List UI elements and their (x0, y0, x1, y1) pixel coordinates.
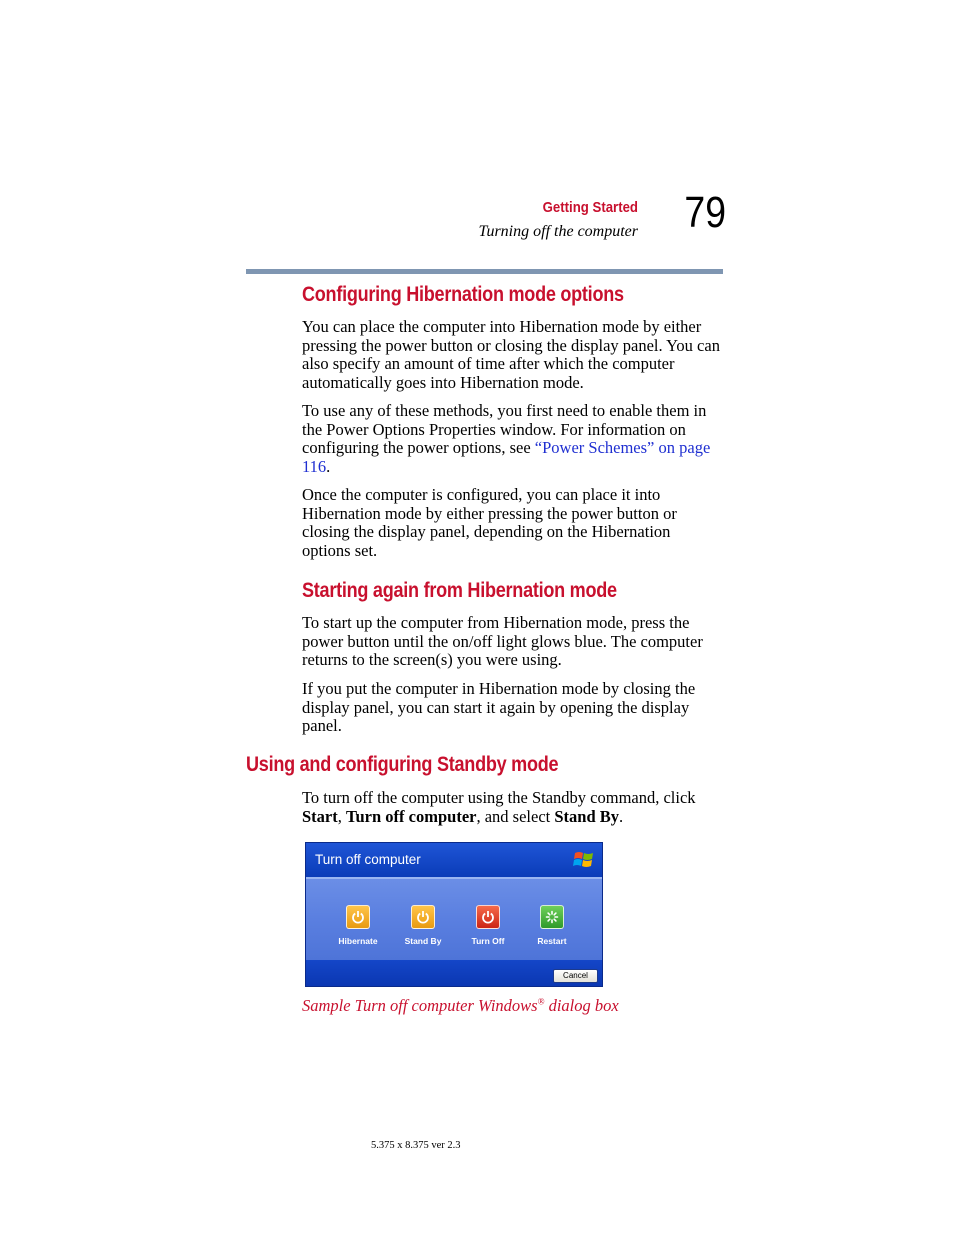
dialog-footer (306, 960, 602, 987)
turn-off-option[interactable] (458, 905, 518, 946)
cancel-button[interactable]: Cancel (553, 969, 598, 983)
caption-text: Sample Turn off computer Windows (302, 996, 538, 1015)
figure-caption (302, 996, 619, 1016)
hibernate-option[interactable] (328, 905, 388, 946)
paragraph-text: To turn off the computer using the Standby command, click (302, 788, 696, 807)
paragraph-standby-1 (302, 789, 722, 826)
paragraph-starting-1: To start up the computer from Hibernation mode, press the power button until the on/off light glows blue. The computer returns to the screen(s) you were using. (302, 613, 703, 670)
power-icon (476, 905, 500, 929)
paragraph-hibernation-2 (302, 402, 722, 476)
turn-off-label: Turn Off (471, 936, 505, 946)
stand-by-label: Stand By (404, 936, 442, 946)
paragraph-starting-2: If you put the computer in Hibernation mode by closing the display panel, you can start it again by opening the display panel. (302, 679, 696, 736)
caption-text: dialog box (544, 996, 619, 1015)
restart-label: Restart (537, 936, 567, 946)
paragraph-text: . (619, 806, 624, 826)
stand-by-option[interactable] (393, 905, 453, 946)
header-rule (246, 269, 723, 274)
restart-option[interactable] (522, 905, 582, 946)
page-footer: 5.375 x 8.375 ver 2.3 (371, 1140, 461, 1151)
dialog-options-panel (306, 877, 602, 960)
running-header-section: Turning off the computer (478, 223, 638, 240)
registered-mark: ® (537, 996, 545, 1007)
dialog-title: Turn off computer (315, 852, 421, 867)
paragraph-text: , and select (476, 806, 555, 826)
power-icon (346, 905, 370, 929)
restart-icon (540, 905, 564, 929)
paragraph-text: To use any of these methods, you first need to enable them in the Power Options Properties window. For information on configuring the power options, see (302, 401, 707, 458)
paragraph-hibernation-3: Once the computer is configured, you can place it into Hibernation mode by either pressing the power button or closing the display panel, depending on the Hibernation options set. (302, 485, 677, 560)
heading-hibernation-options: Configuring Hibernation mode options (302, 283, 624, 306)
bold-stand-by: Stand By (554, 806, 620, 826)
hibernate-label: Hibernate (338, 936, 378, 946)
turn-off-computer-dialog (305, 842, 603, 987)
dialog-title-bar (306, 843, 602, 877)
paragraph-text: . (326, 456, 331, 476)
paragraph-hibernation-1: You can place the computer into Hibernation mode by either pressing the power button or closing the display panel. You can also specify an amount of time after which the computer automatically goes into Hibernation mode. (302, 317, 720, 392)
bold-turn-off-computer: Turn off computer (346, 806, 477, 826)
paragraph-text: , (337, 806, 346, 826)
bold-start: Start (302, 806, 338, 826)
heading-standby: Using and configuring Standby mode (246, 753, 559, 776)
page-number: 79 (684, 188, 726, 237)
windows-logo-icon (572, 848, 596, 872)
heading-starting-again: Starting again from Hibernation mode (302, 579, 617, 602)
power-schemes-link[interactable]: “Power Schemes” on page 116 (302, 438, 711, 476)
running-header-chapter: Getting Started (542, 199, 638, 216)
power-icon (411, 905, 435, 929)
